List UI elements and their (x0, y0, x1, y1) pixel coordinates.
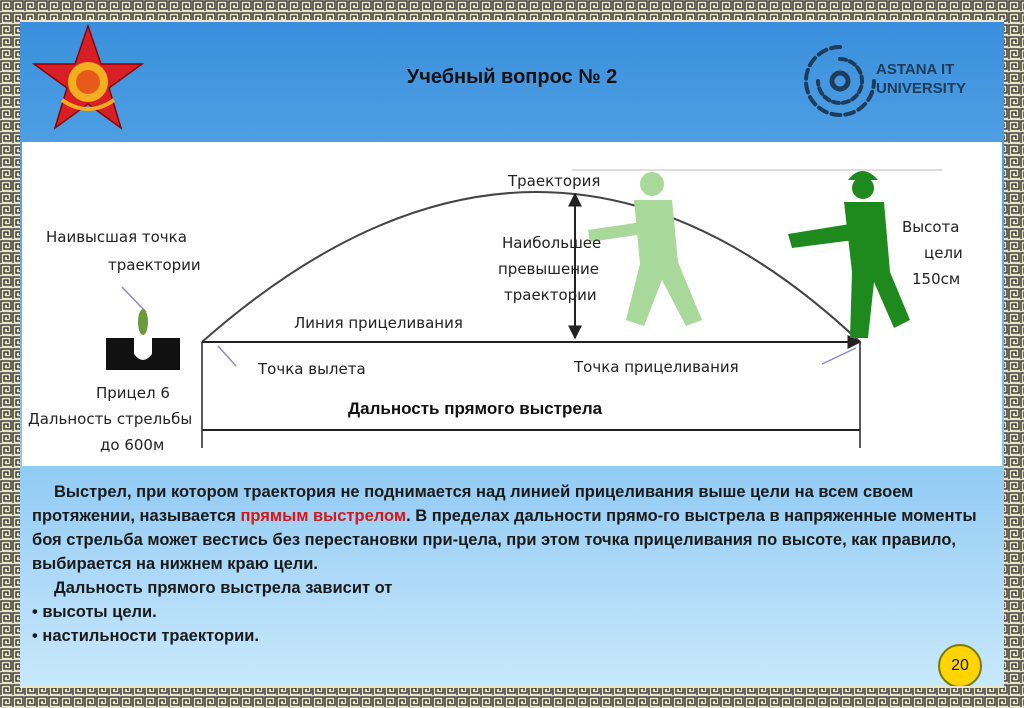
dependency-heading (32, 576, 992, 600)
label-departure-point: Точка вылета (258, 360, 366, 378)
logo-text (876, 60, 966, 98)
definition-paragraph (32, 480, 992, 576)
body-text (32, 480, 992, 648)
university-logo (804, 36, 994, 126)
aim-point-pointer (822, 348, 856, 364)
slide-content (20, 22, 1004, 686)
definition-text-end: . В пределах дальности прямо-го выстрела в напряженные моменты боя стрельба может вестись без перестановки при-цела, при этом точка прицеливания по высоте, как правило, выбирается на нижнем краю цели. (32, 507, 977, 573)
label-sight-2: Дальность стрельбы (28, 410, 193, 428)
dependency-heading-text: Дальность прямого выстрела зависит от (54, 579, 393, 597)
definition-highlight: прямым выстрелом (240, 507, 407, 525)
label-target-height-3: 150см (912, 270, 961, 288)
definition-text-start: Выстрел, при котором траектория не поднимается над линией прицеливания выше цели на всем своем протяжении, называется (32, 483, 914, 525)
soldier-icon (788, 171, 910, 338)
bullet-item-1: • высоты цели. (32, 603, 157, 621)
label-max-excess-1: Наибольшее (502, 234, 602, 252)
label-max-excess-2: превышение (498, 260, 599, 278)
label-range: Дальность прямого выстрела (348, 399, 603, 418)
diagram-canvas (22, 142, 1002, 466)
label-sight-3: до 600м (100, 436, 165, 454)
label-sight-1: Прицел 6 (96, 384, 170, 402)
logo-line-1: ASTANA IT (876, 61, 955, 78)
soldier-faded-icon (588, 172, 702, 326)
label-aim-line: Линия прицеливания (294, 314, 463, 332)
astana-it-logo-icon (804, 36, 876, 126)
sight-icon (106, 309, 180, 370)
page-number-badge: 20 (938, 644, 982, 686)
label-highest-point-1: Наивысшая точка (46, 228, 187, 246)
label-target-height-1: Высота (902, 218, 960, 236)
departure-pointer (218, 346, 236, 366)
label-highest-point-2: траектории (108, 256, 201, 274)
trajectory-diagram (22, 142, 1002, 466)
label-max-excess-3: траектории (504, 286, 597, 304)
slide-title: Учебный вопрос № 2 (406, 66, 618, 88)
label-trajectory: Траектория (508, 172, 601, 190)
label-target-height-2: цели (924, 244, 963, 262)
label-aim-point: Точка прицеливания (574, 358, 739, 376)
highest-point-pointer (122, 287, 146, 312)
logo-line-2: UNIVERSITY (876, 80, 967, 97)
bullet-item-2: • настильности траектории. (32, 627, 260, 645)
